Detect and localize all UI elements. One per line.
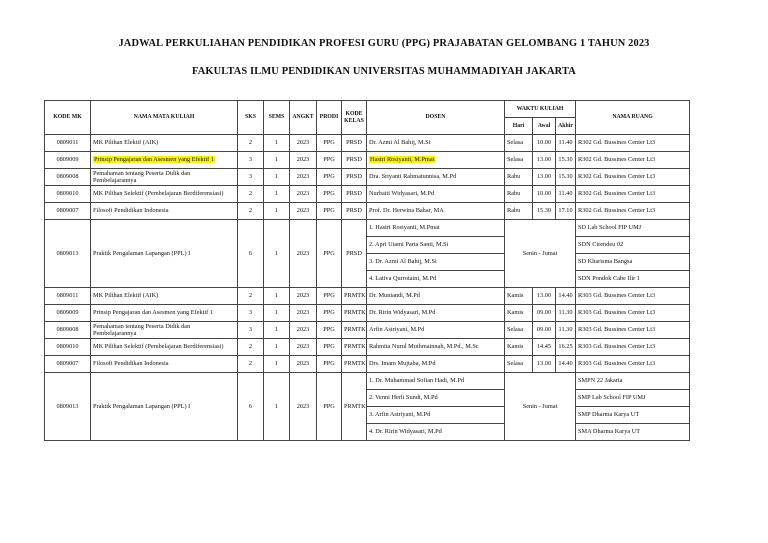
cell-nama: Prinsip Pengajaran dan Asesmen yang Efektif 1: [91, 305, 238, 322]
cell-dosen: 2. Apri Utami Parta Santi, M.Si: [367, 237, 505, 254]
cell-waktu: Senin - Jumat: [505, 373, 576, 441]
cell-dosen: 2. Venni Herli Sundi, M.Pd: [367, 390, 505, 407]
cell-sks: 3: [238, 322, 264, 339]
cell-sks: 3: [238, 152, 264, 169]
schedule-table: [44, 100, 690, 441]
cell-prodi: PPG: [317, 322, 342, 339]
cell-prodi: PPG: [317, 152, 342, 169]
table-row: [45, 288, 690, 305]
cell-nama: MK Pilihan Elektif (AIK): [91, 288, 238, 305]
cell-sems: 1: [264, 152, 290, 169]
header-row: [45, 101, 690, 118]
cell-hari: Rabu: [505, 203, 533, 220]
table-row-ppl: [45, 220, 690, 237]
cell-ruang: R303 Gd. Bussines Center Lt3: [576, 305, 690, 322]
cell-kelas: PRMTK: [342, 322, 367, 339]
cell-kelas: PRSD: [342, 169, 367, 186]
cell-angkt: 2023: [290, 169, 317, 186]
cell-akhir: 11.30: [556, 305, 576, 322]
cell-hari: Selasa: [505, 135, 533, 152]
cell-awal: 13.00: [533, 356, 556, 373]
cell-sems: 1: [264, 169, 290, 186]
cell-kode: 0809011: [45, 288, 91, 305]
cell-akhir: 11.30: [556, 322, 576, 339]
cell-ruang: R302 Gd. Bussines Center Lt3: [576, 135, 690, 152]
cell-dosen: Prof. Dr. Herwina Bahar, MA: [367, 203, 505, 220]
table-row: [45, 322, 690, 339]
table-row: [45, 152, 690, 169]
cell-angkt: 2023: [290, 305, 317, 322]
cell-prodi: PPG: [317, 220, 342, 288]
cell-ruang: SMP Lab School FIP UMJ: [576, 390, 690, 407]
cell-nama: Filosofi Pendidikan Indonesia: [91, 203, 238, 220]
header-awal: Awal: [533, 118, 556, 135]
cell-kode: 0809007: [45, 356, 91, 373]
cell-ruang: SDN Cirendeu 02: [576, 237, 690, 254]
cell-ruang: R303 Gd. Bussines Center Lt3: [576, 339, 690, 356]
cell-ruang: SD Lab School FIP UMJ: [576, 220, 690, 237]
header-prodi: PRODI: [317, 101, 342, 135]
header-dosen: DOSEN: [367, 101, 505, 135]
header-ruang: NAMA RUANG: [576, 101, 690, 135]
cell-kode: 0809007: [45, 203, 91, 220]
cell-kelas: PRMTK: [342, 305, 367, 322]
cell-ruang: R302 Gd. Bussines Center Lt3: [576, 203, 690, 220]
cell-awal: 14.45: [533, 339, 556, 356]
cell-kode: 0809013: [45, 220, 91, 288]
cell-ruang: R302 Gd. Bussines Center Lt3: [576, 169, 690, 186]
cell-ruang: R303 Gd. Bussines Center Lt3: [576, 356, 690, 373]
cell-dosen: 4. Dr. Ririn Widyasari, M.Pd: [367, 424, 505, 441]
cell-sks: 2: [238, 339, 264, 356]
cell-hari: Kamis: [505, 288, 533, 305]
cell-dosen: Dra. Sriyanti Rahmatunnisa, M.Pd: [367, 169, 505, 186]
cell-kelas: PRSD: [342, 135, 367, 152]
cell-nama: MK Pilihan Selektif (Pembelajaran Berdiferensiasi): [91, 186, 238, 203]
cell-awal: 15.30: [533, 203, 556, 220]
cell-angkt: 2023: [290, 356, 317, 373]
cell-angkt: 2023: [290, 339, 317, 356]
cell-sems: 1: [264, 186, 290, 203]
cell-dosen: Arfin Astriyani, M.Pd: [367, 322, 505, 339]
cell-nama: Praktik Pengalaman Lapangan (PPL) I: [91, 373, 238, 441]
cell-kelas: PRSD: [342, 186, 367, 203]
cell-ruang: SMP Dharma Karya UT: [576, 407, 690, 424]
cell-akhir: 17.10: [556, 203, 576, 220]
cell-angkt: 2023: [290, 186, 317, 203]
cell-ruang: SMA Dharma Karya UT: [576, 424, 690, 441]
cell-akhir: 14.40: [556, 356, 576, 373]
cell-nama: MK Pilihan Elektif (AIK): [91, 135, 238, 152]
cell-kode: 0809010: [45, 339, 91, 356]
cell-kelas: PRMTK: [342, 339, 367, 356]
cell-nama: MK Pilihan Selektif (Pembelajaran Berdiferensiasi): [91, 339, 238, 356]
cell-akhir: 14.40: [556, 288, 576, 305]
cell-ruang: R303 Gd. Bussines Center Lt3: [576, 322, 690, 339]
cell-kode: 0809011: [45, 135, 91, 152]
cell-kelas: PRSD: [342, 203, 367, 220]
cell-angkt: 2023: [290, 135, 317, 152]
cell-sems: 1: [264, 373, 290, 441]
cell-prodi: PPG: [317, 339, 342, 356]
cell-kode: 0809008: [45, 322, 91, 339]
cell-angkt: 2023: [290, 322, 317, 339]
header-sks: SKS: [238, 101, 264, 135]
cell-hari: Selasa: [505, 356, 533, 373]
cell-waktu: Senin - Jumat: [505, 220, 576, 288]
cell-dosen: Nurbaiti Widyasari, M.Pd: [367, 186, 505, 203]
cell-dosen: 4. Lativa Qurrotaini, M.Pd: [367, 271, 505, 288]
cell-awal: 09.00: [533, 322, 556, 339]
cell-sks: 2: [238, 288, 264, 305]
cell-akhir: 11.40: [556, 135, 576, 152]
cell-kelas: PRMTK: [342, 373, 367, 441]
cell-nama: Praktik Pengalaman Lapangan (PPL) I: [91, 220, 238, 288]
cell-awal: 10.00: [533, 135, 556, 152]
cell-awal: 13.00: [533, 288, 556, 305]
cell-hari: Kamis: [505, 305, 533, 322]
cell-hari: Selasa: [505, 322, 533, 339]
cell-prodi: PPG: [317, 203, 342, 220]
cell-awal: 13.00: [533, 152, 556, 169]
cell-sems: 1: [264, 220, 290, 288]
cell-dosen: 1. Dr. Muhammad Sofian Hadi, M.Pd: [367, 373, 505, 390]
cell-kelas: PRSD: [342, 152, 367, 169]
header-kode-kelas: KODE KELAS: [342, 101, 367, 135]
cell-ruang: R302 Gd. Bussines Center Lt3: [576, 186, 690, 203]
cell-dosen: 3. Dr. Azmi Al Bahij, M.Si: [367, 254, 505, 271]
cell-dosen: Drs. Imam Mujtaba, M.Pd: [367, 356, 505, 373]
cell-akhir: 15.30: [556, 169, 576, 186]
cell-dosen: Dr. Ririn Widyasari, M.Pd: [367, 305, 505, 322]
cell-sems: 1: [264, 288, 290, 305]
cell-kode: 0809008: [45, 169, 91, 186]
cell-hari: Rabu: [505, 169, 533, 186]
table-row: [45, 186, 690, 203]
cell-hari: Kamis: [505, 339, 533, 356]
cell-sems: 1: [264, 203, 290, 220]
cell-dosen: 1. Hastri Rosiyanti, M.Pmat: [367, 220, 505, 237]
table-row: [45, 135, 690, 152]
header-nama-mk: NAMA MATA KULIAH: [91, 101, 238, 135]
cell-prodi: PPG: [317, 186, 342, 203]
cell-nama: [91, 152, 238, 169]
cell-kode: 0809010: [45, 186, 91, 203]
cell-ruang: SD Kharisma Bangsa: [576, 254, 690, 271]
cell-awal: 10.00: [533, 186, 556, 203]
header-waktu: WAKTU KULIAH: [505, 101, 576, 118]
header-hari: Hari: [505, 118, 533, 135]
cell-akhir: 11.40: [556, 186, 576, 203]
cell-awal: 13.00: [533, 169, 556, 186]
cell-prodi: PPG: [317, 169, 342, 186]
cell-angkt: 2023: [290, 203, 317, 220]
cell-hari: Rabu: [505, 186, 533, 203]
cell-sems: 1: [264, 339, 290, 356]
cell-sks: 6: [238, 220, 264, 288]
cell-sems: 1: [264, 322, 290, 339]
cell-sks: 2: [238, 356, 264, 373]
table-row: [45, 356, 690, 373]
cell-ruang: R303 Gd. Bussines Center Lt3: [576, 288, 690, 305]
header-sems: SEMS: [264, 101, 290, 135]
cell-sems: 1: [264, 305, 290, 322]
header-kode-mk: KODE MK: [45, 101, 91, 135]
cell-kode: 0809013: [45, 373, 91, 441]
cell-dosen: Rahmita Nurul Muthmainnah, M.Pd., M.Sc: [367, 339, 505, 356]
table-row: [45, 203, 690, 220]
cell-prodi: PPG: [317, 373, 342, 441]
cell-kelas: PRSD: [342, 220, 367, 288]
cell-kode: 0809009: [45, 152, 91, 169]
document-subtitle: FAKULTAS ILMU PENDIDIKAN UNIVERSITAS MUHAMMADIYAH JAKARTA: [192, 66, 576, 77]
cell-sks: 2: [238, 186, 264, 203]
highlight-mark: Hastri Rosiyanti, M.Pmat: [370, 156, 435, 164]
table-row: [45, 169, 690, 186]
cell-prodi: PPG: [317, 135, 342, 152]
cell-sems: 1: [264, 356, 290, 373]
cell-kode: 0809009: [45, 305, 91, 322]
cell-nama: Pemahaman tentang Peserta Didik dan Pembelajarannya: [91, 169, 238, 186]
cell-prodi: PPG: [317, 288, 342, 305]
cell-angkt: 2023: [290, 152, 317, 169]
cell-dosen: Dr. Muniandi, M.Pd: [367, 288, 505, 305]
cell-sks: 3: [238, 305, 264, 322]
cell-dosen: 3. Arfin Astriyani, M.Pd: [367, 407, 505, 424]
cell-ruang: R302 Gd. Bussines Center Lt3: [576, 152, 690, 169]
table-row-ppl: [45, 373, 690, 390]
cell-nama: Filosofi Pendidikan Indonesia: [91, 356, 238, 373]
cell-ruang: SMPN 22 Jakarta: [576, 373, 690, 390]
cell-prodi: PPG: [317, 305, 342, 322]
cell-sks: 6: [238, 373, 264, 441]
cell-dosen: [367, 152, 505, 169]
cell-sems: 1: [264, 135, 290, 152]
table-row: [45, 339, 690, 356]
highlight-mark: Prinsip Pengajaran dan Asesmen yang Efektif 1: [94, 156, 214, 164]
cell-akhir: 16.25: [556, 339, 576, 356]
table-row: [45, 305, 690, 322]
cell-angkt: 2023: [290, 220, 317, 288]
cell-angkt: 2023: [290, 288, 317, 305]
document-title: JADWAL PERKULIAHAN PENDIDIKAN PROFESI GURU (PPG) PRAJABATAN GELOMBANG 1 TAHUN 2023: [118, 38, 650, 49]
cell-ruang: SDN Pondok Cabe Ilir 1: [576, 271, 690, 288]
cell-kelas: PRMTK: [342, 356, 367, 373]
cell-awal: 09.00: [533, 305, 556, 322]
cell-sks: 2: [238, 135, 264, 152]
cell-hari: Selasa: [505, 152, 533, 169]
cell-angkt: 2023: [290, 373, 317, 441]
cell-prodi: PPG: [317, 356, 342, 373]
cell-sks: 3: [238, 169, 264, 186]
cell-akhir: 15.30: [556, 152, 576, 169]
cell-kelas: PRMTK: [342, 288, 367, 305]
cell-dosen: Dr. Azmi Al Bahij, M.Si: [367, 135, 505, 152]
header-akhir: Akhir: [556, 118, 576, 135]
cell-sks: 2: [238, 203, 264, 220]
cell-nama: Pemahaman tentang Peserta Didik dan Pembelajarannya: [91, 322, 238, 339]
header-angkt: ANGKT: [290, 101, 317, 135]
